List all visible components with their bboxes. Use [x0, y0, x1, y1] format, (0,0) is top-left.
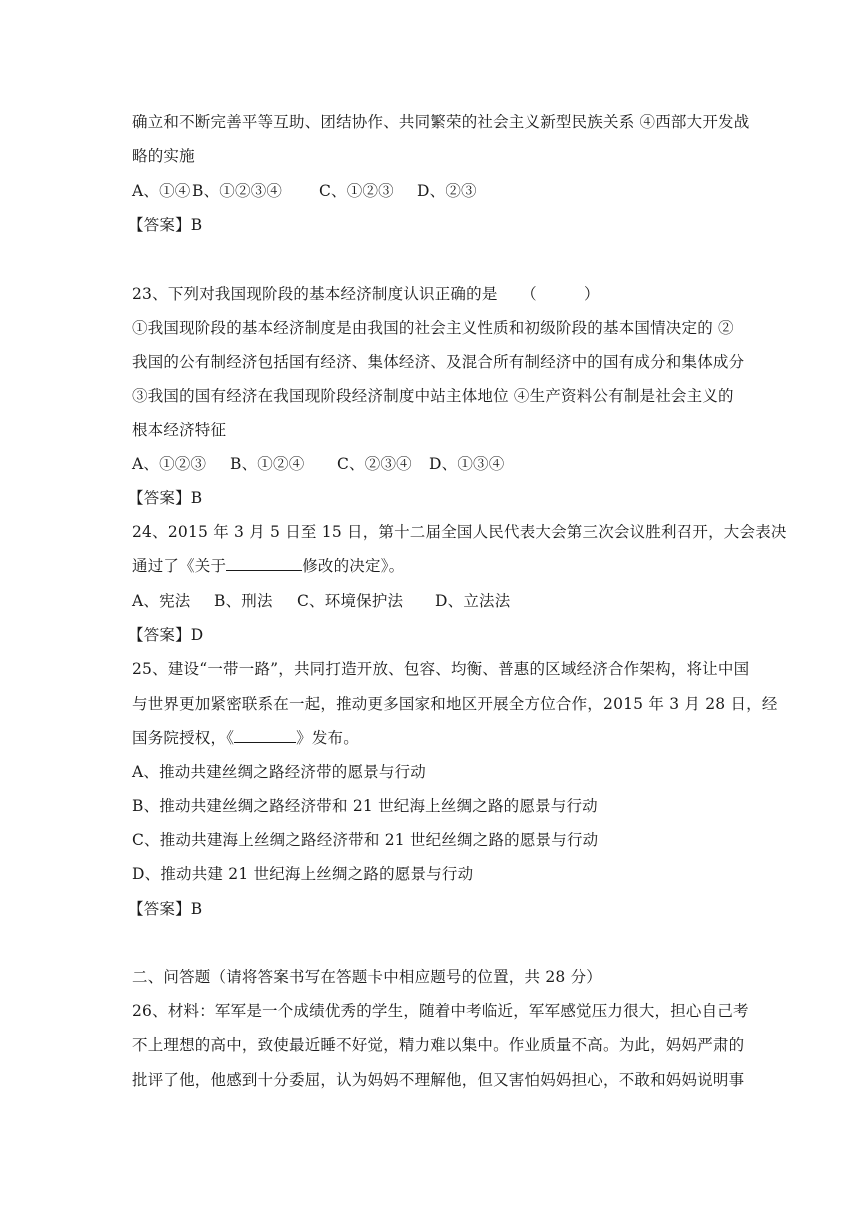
q24-fill-blank — [226, 556, 302, 571]
q25-answer: 【答案】B — [128, 900, 203, 918]
q22-answer: 【答案】B — [128, 216, 203, 234]
q24-option-c: C、环境保护法 — [297, 592, 404, 610]
q25-stem-prefix: 国务院授权，《 — [132, 729, 235, 747]
q23-option-a: A、①②③ — [132, 455, 207, 473]
q24-stem-suffix: 修改的决定》。 — [302, 557, 405, 575]
q23-statement-line: ③我国的国有经济在我国现阶段经济制度中站主体地位 ④生产资料公有制是社会主义的 — [132, 387, 734, 405]
q25-stem-line: 与世界更加紧密联系在一起，推动更多国家和地区开展全方位合作，2015 年 3 月 28 日，经 — [132, 695, 778, 713]
q24-option-b: B、刑法 — [214, 592, 273, 610]
q26-material-line: 批评了他，他感到十分委屈，认为妈妈不理解他，但又害怕妈妈担心，不敢和妈妈说明事 — [132, 1071, 745, 1089]
q23-option-c: C、②③④ — [337, 455, 412, 473]
q22-option-b: B、①②③④ — [192, 182, 283, 200]
q23-stem: 23、下列对我国现阶段的基本经济制度认识正确的是 （ ） — [132, 285, 600, 303]
q25-option-d: D、推动共建 21 世纪海上丝绸之路的愿景与行动 — [132, 865, 474, 883]
q26-material-line: 不上理想的高中，致使最近睡不好觉，精力难以集中。作业质量不高。为此，妈妈严肃的 — [132, 1036, 745, 1054]
q25-stem-line-3 — [132, 728, 359, 748]
q24-option-d: D、立法法 — [435, 592, 511, 610]
q23-option-d: D、①③④ — [429, 455, 505, 473]
q23-options — [132, 454, 504, 474]
q24-options — [132, 591, 510, 611]
q24-stem-prefix: 通过了《关于 — [132, 557, 227, 575]
q22-option-a: A、①④ — [132, 182, 191, 200]
q23-answer: 【答案】B — [128, 489, 203, 507]
q24-stem-line-2 — [132, 556, 404, 576]
q24-option-a: A、宪法 — [132, 592, 191, 610]
q25-stem-line: 25、建设“一带一路”，共同打造开放、包容、均衡、普惠的区域经济合作架构，将让中国 — [132, 660, 750, 678]
q22-statement-line: 略的实施 — [132, 147, 195, 165]
q22-option-c: C、①②③ — [319, 182, 394, 200]
q25-option-a: A、推动共建丝绸之路经济带的愿景与行动 — [132, 763, 426, 781]
q26-material-line: 26、材料：军军是一个成绩优秀的学生，随着中考临近，军军感觉压力很大，担心自己考 — [132, 1002, 749, 1020]
q22-options — [132, 181, 477, 201]
q23-statement-line: 根本经济特征 — [132, 421, 227, 439]
q23-option-b: B、①②④ — [230, 455, 305, 473]
q24-answer: 【答案】D — [128, 626, 204, 644]
q22-option-d: D、②③ — [417, 182, 477, 200]
q22-statement-line: 确立和不断完善平等互助、团结协作、共同繁荣的社会主义新型民族关系 ④西部大开发战 — [132, 113, 750, 131]
q24-stem: 24、2015 年 3 月 5 日至 15 日，第十二届全国人民代表大会第三次会议胜利召开，大会表决 — [132, 523, 787, 541]
q25-option-b: B、推动共建丝绸之路经济带和 21 世纪海上丝绸之路的愿景与行动 — [132, 797, 598, 815]
q25-option-c: C、推动共建海上丝绸之路经济带和 21 世纪丝绸之路的愿景与行动 — [132, 831, 599, 849]
section-heading: 二、问答题（请将答案书写在答题卡中相应题号的位置，共 28 分） — [132, 968, 602, 986]
q23-statement-line: 我国的公有制经济包括国有经济、集体经济、及混合所有制经济中的国有成分和集体成分 — [132, 353, 745, 371]
q25-fill-blank — [234, 728, 296, 743]
q25-stem-suffix: 》发布。 — [296, 729, 359, 747]
q23-statement-line: ①我国现阶段的基本经济制度是由我国的社会主义性质和初级阶段的基本国情决定的 ② — [132, 319, 734, 337]
